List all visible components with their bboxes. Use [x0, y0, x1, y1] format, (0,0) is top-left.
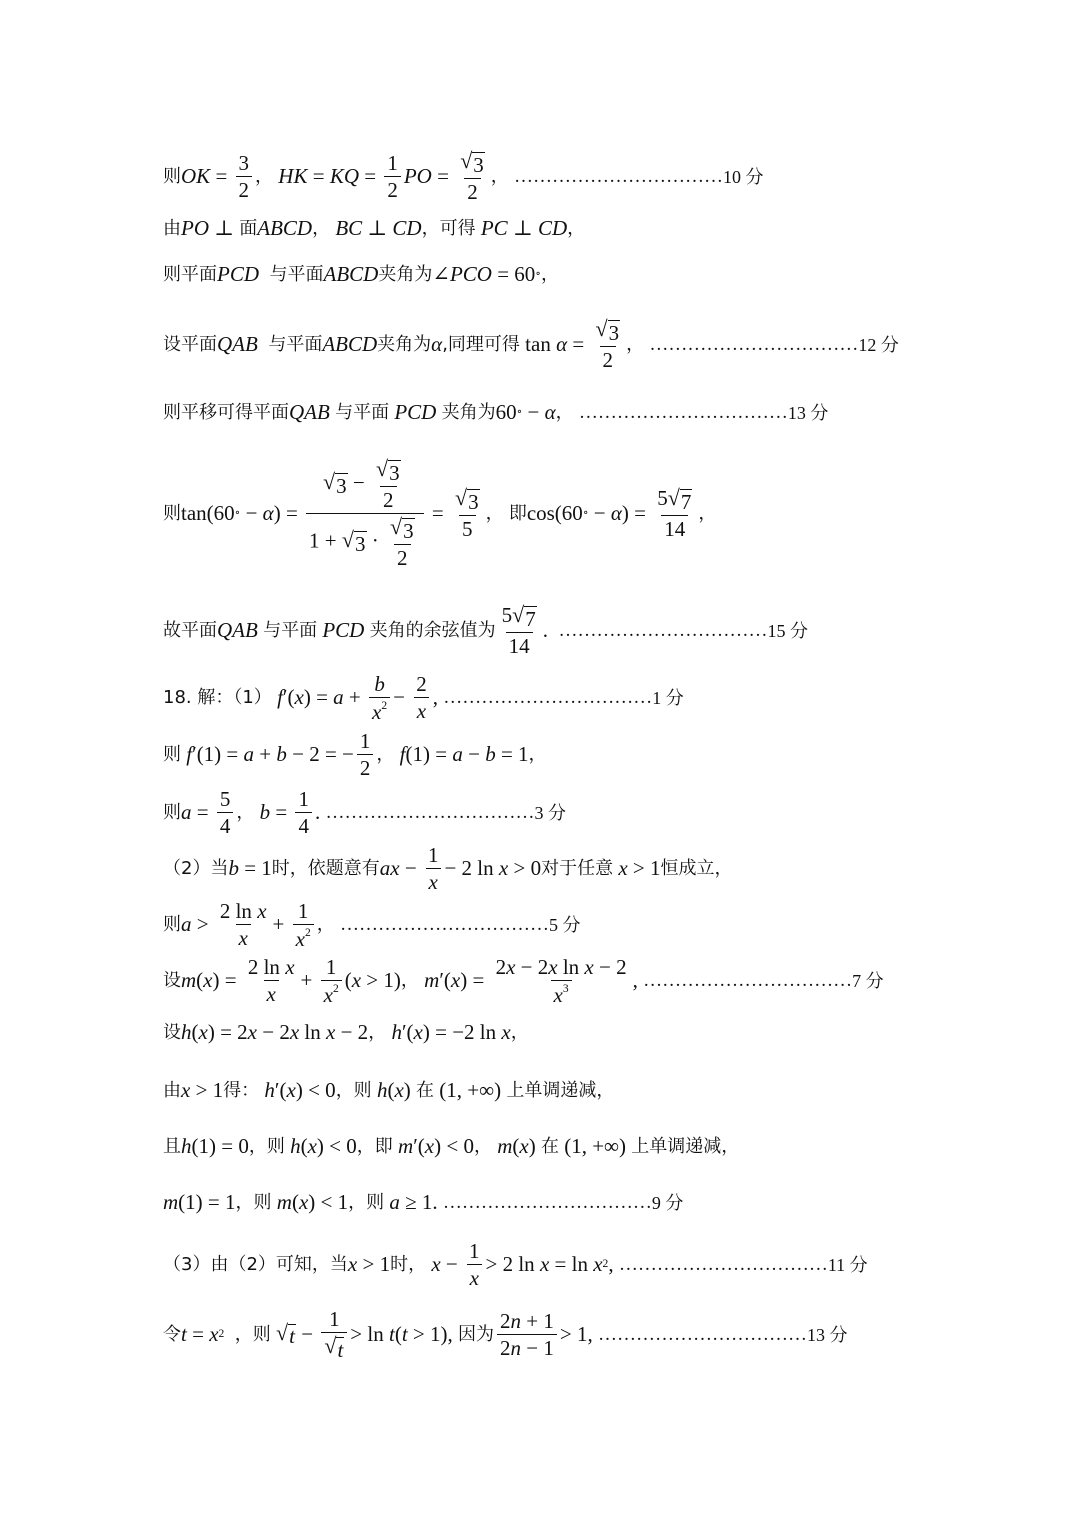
solution-line-14: 设 h ( x ) = 2 x − 2 x ln x − 2 ， h ′( x ) = −2 ln x ，	[163, 1020, 529, 1044]
text-jiajiaowei: 夹角为	[378, 263, 433, 285]
text-gupingmian: 故平面	[163, 619, 217, 641]
text-jiajiaowei: 夹角为	[377, 333, 432, 355]
score-label: 9 分	[651, 1192, 684, 1213]
text-danjian: 上单调递减，	[506, 1079, 615, 1101]
text-part2: （2）当	[163, 857, 229, 879]
text-duiyu: 对于任意	[541, 857, 614, 879]
text-jiajiaoyuxian: 夹角的余弦值为	[369, 619, 496, 641]
text-she: 设	[163, 333, 181, 355]
score-label: 1 分	[652, 687, 684, 708]
text-she: 设	[163, 1021, 181, 1043]
solution-line-10: 则 a = $\frac{5}{4}$ ， b = $\frac{1}{4}$ . …………………………… 3 分	[163, 787, 566, 839]
text-pingyikede: 则平移可得平面	[163, 401, 289, 423]
score-label: 13 分	[787, 402, 829, 423]
solution-line-5: 则平移可得平面 QAB 与平面 PCD 夹角为 60 ∘ − α ， …………………………… 13 分	[163, 400, 829, 424]
score-label: 11 分	[827, 1254, 868, 1275]
solution-line-17: m (1) = 1 ，则 m ( x ) < 1 ，则 a ≥ 1. …………………………… 9 分	[163, 1190, 684, 1214]
text-she: 设	[163, 969, 181, 991]
text-pingmian: 平面	[181, 333, 217, 355]
text-pingmian: 平面	[181, 263, 217, 285]
solution-line-3: 则 平面 PCD 与平面 ABCD 夹角为 ∠ PCO = 60 ∘ ，	[163, 262, 559, 286]
score-label: 5 分	[548, 914, 581, 935]
solution-line-4: 设 平面 QAB 与平面 ABCD 夹角为 α ,同理可得 tan α = √ 3 2 ， …………………………… 12 分	[163, 316, 899, 373]
text-yinwei: 因为	[458, 1323, 495, 1345]
solution-line-8: 18. 解：（1） f ′( x ) = a + $\frac{b}{x^2}$ − $\frac{2}{x}$ , …………………………… 1 分	[163, 672, 684, 724]
solution-line-19: 令 t = x 2 ，则 √ t − 1 √ t > ln t ( t > 1), 因为 $\frac{2n + 1}{2n - 1}$ > 1, …………………………… 13 分	[163, 1307, 848, 1363]
text-ze: 则	[163, 913, 181, 935]
text-ze: 则	[163, 165, 181, 187]
text-ze: 则	[163, 801, 181, 823]
text-yupingmian: 与平面	[268, 333, 323, 355]
solution-line-12: 则 a > $\frac{\text{2 ln x}}{x}$ + $\frac{1}{x^2}$ ， …………………………… 5 分	[163, 899, 581, 951]
score-label: 12 分	[858, 334, 899, 355]
solution-line-1: 则 OK = $\frac{3}{2}$ ， HK = KQ = $\frac{1}{2}$ PO = √ 3 2 ， …………………………… 10 分	[163, 148, 764, 205]
text-you: 由	[163, 217, 181, 239]
solution-line-7: 故平面 QAB 与平面 PCD 夹角的余弦值为 5 √ 7 14 . …………………………… 15 分	[163, 602, 808, 659]
text-de: 得：	[223, 1079, 260, 1101]
score-label: 3 分	[534, 802, 566, 823]
text-you: 由	[163, 1079, 181, 1101]
text-qie: 且	[163, 1135, 181, 1157]
text-ze: 则	[163, 502, 181, 524]
text-part3: （3）由（2）可知，当	[163, 1253, 348, 1275]
solution-line-9: 则 f ′(1) = a + b − 2 = − $\frac{1}{2}$ ， f (1) = a − b = 1 ，	[163, 729, 547, 781]
text-ze: 则	[163, 743, 181, 765]
solution-line-6: 则 tan(60 ∘ − α ) = √ 3 − √ 3 2 1 + √ 3 · √ 3 2 = √ 3 5 ， 即 cos(60 ∘ − α ) = 5 √ 7 14 ，	[163, 456, 717, 571]
solution-line-13: 设 m ( x ) = $\frac{\text{2 ln x}}{x}$ + $\frac{1}{x^2}$ ( x > 1) ， m ′( x ) = $\frac{\text{2x − 2x ln x − 2}}{x^3}$ , …………………………… 7 分	[163, 955, 884, 1007]
text-ze: 则	[163, 263, 181, 285]
text-zai: 在	[416, 1079, 435, 1101]
solution-line-16: 且 h (1) = 0 ，则 h ( x ) < 0 ，即 m ′( x ) < 0 ， m ( x ) 在 (1, +∞) 上单调递减，	[163, 1134, 740, 1158]
text-ling: 令	[163, 1323, 181, 1345]
solution-line-18: （3）由（2）可知，当 x > 1 时， x − $\frac{1}{x}$ > 2 ln x = ln x 2 , …………………………… 11 分	[163, 1239, 868, 1291]
score-label: 13 分	[806, 1324, 848, 1345]
text-tonglikede: ,同理可得	[442, 333, 520, 355]
score-label: 15 分	[767, 620, 808, 641]
text-yupingmian: 与平面	[269, 263, 324, 285]
text-hengchengli: 恒成立，	[660, 857, 733, 879]
score-label: 10 分	[723, 166, 764, 187]
text-q18: 18. 解：（1）	[163, 686, 272, 708]
solution-line-15: 由 x > 1 得： h ′( x ) < 0 ，则 h ( x ) 在 (1, +∞) 上单调递减，	[163, 1078, 615, 1102]
solution-line-2: 由 PO ⊥ 面 ABCD ， BC ⊥ CD ，可得 PC ⊥ CD ，	[163, 216, 586, 240]
solution-line-11: （2）当 b = 1 时，依题意有 ax − $\frac{1}{x}$ − 2 ln x > 0 对于任意 x > 1 恒成立，	[163, 843, 733, 895]
text-shi: 时，依题意有	[271, 857, 380, 879]
text-ji: 即	[508, 502, 527, 524]
text-mian: 面	[239, 217, 258, 239]
score-label: 7 分	[852, 970, 884, 991]
text-kede: ，可得	[421, 217, 476, 239]
